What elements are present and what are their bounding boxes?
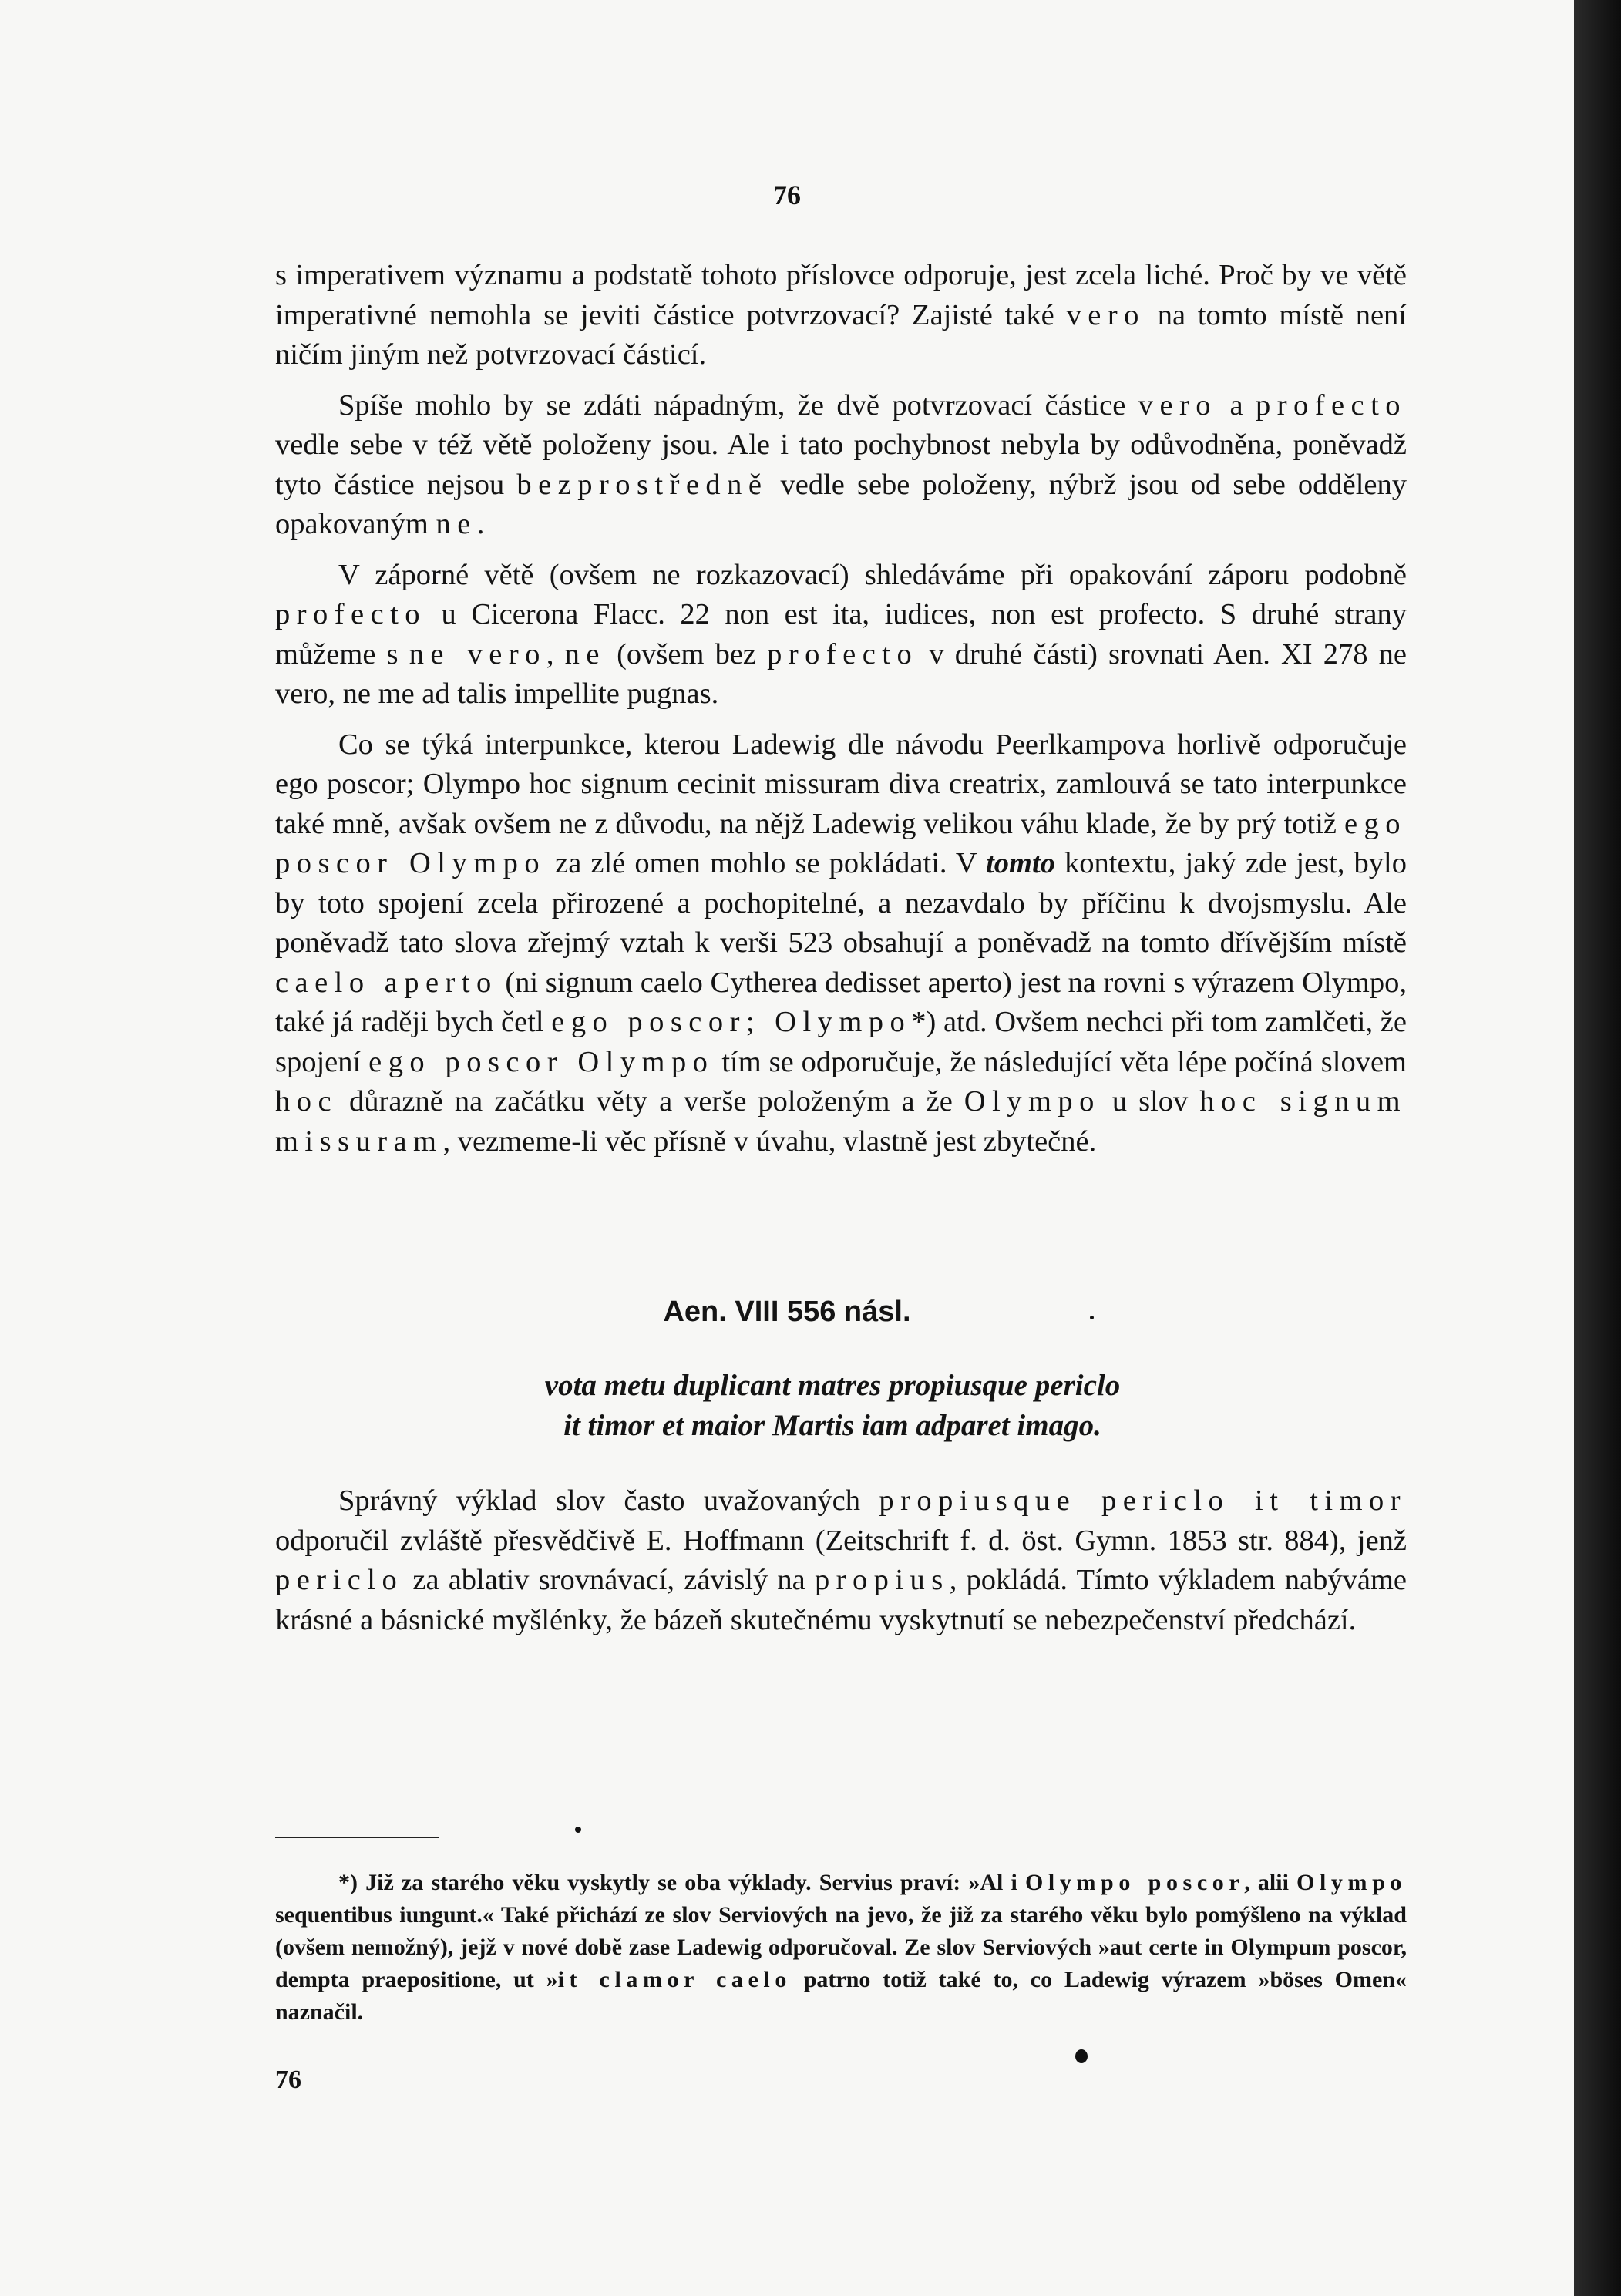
text-run: na tomto místě není ničím jiným než potvrzovací částicí. [275, 298, 1407, 371]
text-run: sequentibus iungunt.« Také přichází ze slov Serviových na jevo, že již za starého věku bylo pomýšleno na výklad (ovšem nemožný), jejž v nové době zase Ladewig odporučoval. Ze slov Serviových »aut certe in Olympum poscor, dempta praepositione, ut » [275, 1902, 1407, 1992]
section-text [275, 1481, 1407, 1640]
text-run: s imperativem významu a podstatě tohoto příslovce odporuje, jest zcela liché. Proč by ve větě imperativné nemohla se jeviti částice potvrzovací? Zajisté také [275, 259, 1407, 331]
spaced-term: profecto [275, 598, 427, 630]
spaced-term: profecto [767, 637, 919, 671]
scan-speck [575, 1827, 581, 1833]
page-number-top: 76 [773, 180, 801, 210]
spaced-term: ego poscor Olympo [275, 807, 1407, 879]
text-run: a [1217, 388, 1256, 422]
text-run: za zlé omen mohlo se pokládati. V [546, 847, 987, 879]
text-run: tím se odporučuje, že následující věta lépe počíná slovem [714, 1045, 1407, 1078]
text-run: . [476, 508, 485, 540]
scan-speck [1075, 2049, 1088, 2063]
text-run: Správný výklad slov často uvažovaných [338, 1484, 879, 1517]
main-text [275, 256, 1407, 1172]
spaced-term: Olympo [964, 1085, 1101, 1118]
paragraph [275, 725, 1407, 1162]
spaced-term: ne [564, 637, 606, 671]
text-run: za ablativ srovnávací, závislý na [403, 1564, 815, 1596]
text-run: *) Již za starého věku vyskytly se oba výklady. Servius praví: »Al i [338, 1870, 1025, 1895]
spaced-term: hoc signum missuram [275, 1085, 1407, 1158]
text-run: , pokládá. Tímto výkladem nabýváme krásné a básnické myšlénky, že bázeň skutečnému vyskytnutí se nebezpečenství předchází. [275, 1564, 1407, 1636]
text-run: *) atd. Ovšem nechci při tom zamlčeti, že spojení [275, 1006, 1407, 1078]
text-run: (ni signum caelo Cytherea dedisset aperto) jest na rovni s výrazem Olympo, také já raději bych četl [275, 966, 1407, 1038]
spaced-term: vero [1066, 298, 1145, 331]
text-run: odporučil zvláště přesvědčivě E. Hoffmann (Zeitschrift f. d. öst. Gymn. 1853 str. 884), jenž [275, 1524, 1407, 1557]
text-run: , alii [1244, 1870, 1297, 1895]
text-run: u Cicerona Flacc. 22 non est ita, iudices, non est profecto. S druhé strany můžeme s [275, 598, 1407, 671]
spaced-term: ne vero [409, 637, 546, 671]
text-run: kontextu, jaký zde jest, bylo by toto spojení zcela přirozené a pochopitelné, a nezavdalo by příčinu k dvojsmyslu. Ale poněvadž tato slova zřejmý vztah k verši 523 obsahují a poněvadž na tomto dřívějším místě [275, 847, 1407, 959]
text-run: vedle sebe položeny, nýbrž jsou od sebe odděleny opakovaným [275, 468, 1407, 540]
text-run: v druhé části) srovnati Aen. XI 278 ne vero, ne me ad talis impellite pugnas. [275, 637, 1407, 710]
spaced-term: vero [1138, 388, 1218, 422]
text-run: důrazně na začátku věty a verše položeným a že [338, 1085, 964, 1118]
text-run: u slov [1100, 1085, 1200, 1118]
paragraph [275, 386, 1407, 545]
spaced-term: ne [436, 508, 477, 540]
text-run: V záporné větě (ovšem ne rozkazovací) shledáváme při opakování záporu podobně [338, 558, 1407, 591]
footnote-text [275, 1867, 1407, 2029]
footnote-rule [275, 1837, 439, 1838]
text-run: , [546, 637, 565, 671]
spaced-term: profecto [1255, 388, 1407, 422]
spaced-term: propiusque periclo it timor [879, 1484, 1407, 1517]
scan-speck [1090, 1316, 1094, 1319]
verse-line: it timor et maior Martis iam adparet imago. [563, 1409, 1101, 1442]
spaced-term: Olympo poscor [1024, 1870, 1245, 1895]
text-run: patrno totiž také to, co Ladewig výrazem »böses Omen« naznačil. [275, 1967, 1407, 2025]
verse-line: vota metu duplicant matres propiusque periclo [544, 1369, 1121, 1402]
spaced-term: caelo aperto [275, 966, 498, 999]
paragraph [275, 1481, 1407, 1640]
section-heading: Aen. VIII 556 násl. [663, 1296, 911, 1328]
text-run: Spíše mohlo by se zdáti nápadným, že dvě potvrzovací částice [338, 388, 1138, 422]
spaced-term: hoc [275, 1085, 338, 1118]
text-run: (ovšem bez [605, 637, 768, 671]
text-run: Co se týká interpunkce, kterou Ladewig dle návodu Peerlkampova horlivě odporučuje ego poscor; Olympo hoc signum cecinit missuram diva creatrix, zamlouvá se tato interpunkce také mně, avšak ovšem ne z důvodu, na nějž Ladewig velikou váhu klade, že by prý totiž [275, 728, 1407, 840]
spaced-term: periclo [275, 1564, 404, 1596]
page-number-bottom: 76 [275, 2066, 301, 2094]
spaced-term: ego poscor Olympo [368, 1045, 715, 1078]
text-run: , vezmeme-li věc přísně v úvahu, vlastně jest zbytečné. [442, 1124, 1097, 1158]
italic-term: tomto [986, 847, 1055, 879]
spaced-term: propius [814, 1564, 950, 1596]
paragraph [275, 556, 1407, 714]
spaced-term: ego poscor; Olympo [551, 1006, 912, 1038]
spaced-term: it clamor caelo [557, 1967, 792, 1992]
verse-quotation [0, 1366, 1574, 1446]
footnote [275, 1867, 1407, 2029]
text-run: vedle sebe v též větě položeny jsou. Ale i tato pochybnost nebyla by odůvodněna, poněvadž tyto částice nejsou [275, 429, 1407, 501]
scan-edge [1574, 0, 1621, 2296]
spaced-term: Olympo [1296, 1870, 1407, 1895]
paragraph [275, 256, 1407, 375]
spaced-term: bezprostředně [516, 468, 768, 501]
